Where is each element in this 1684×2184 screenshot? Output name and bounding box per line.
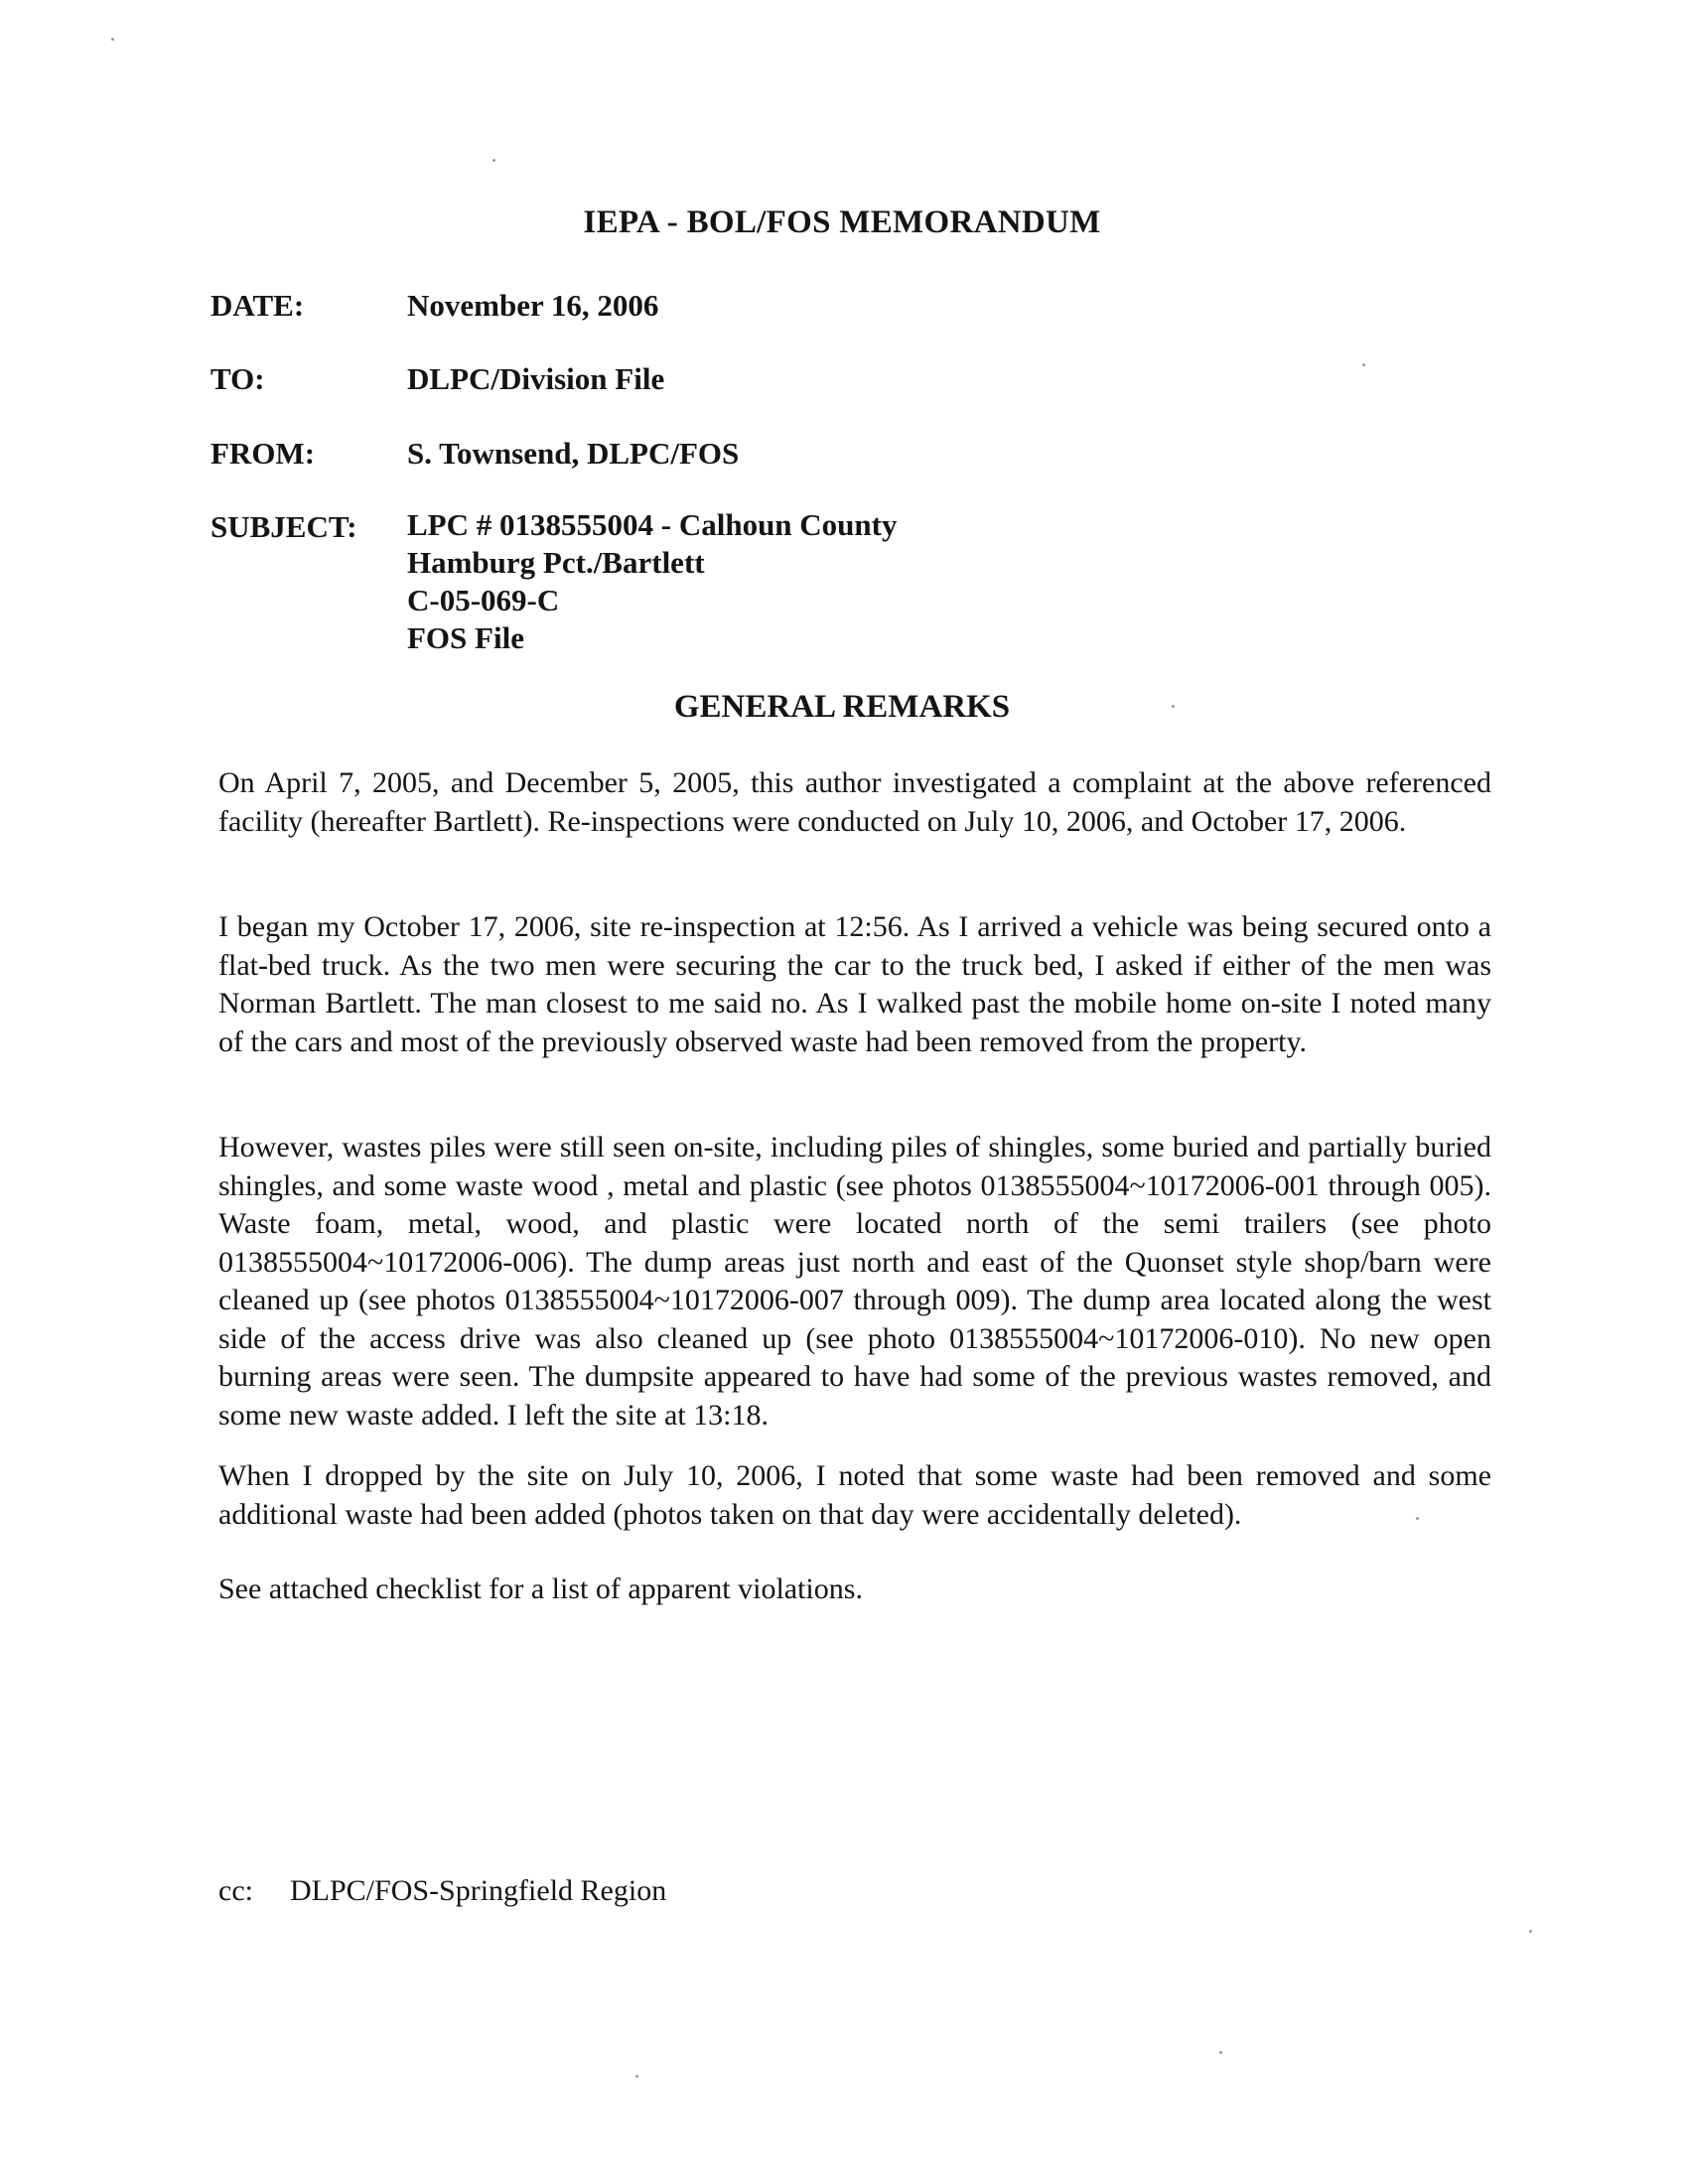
scan-speck bbox=[1219, 2051, 1222, 2054]
remarks-heading: GENERAL REMARKS bbox=[673, 689, 1011, 725]
subject-line: FOS File bbox=[407, 620, 524, 655]
remarks-paragraph: See attached checklist for a list of apparent violations. bbox=[218, 1572, 863, 1605]
remarks-paragraph: However, wastes piles were still seen on-site, including piles of shingles, some buried and partially buried shingles, and some waste wood , metal and plastic (see photos 0138555004~10172006-001 through 005). Waste foam, metal, wood, and plastic were located north of the semi trailers (see photo 0138555004~10172006-006). The dump areas just north and east of the Quonset style shop/barn were cleaned up (see photos 0138555004~10172006-007 through 009). The dump area located along the west side of the access drive was also cleaned up (see photo 0138555004~10172006-010). No new open burning areas were seen. The dumpsite appeared to have had some of the previous wastes removed, and some new waste added. I left the site at 13:18. bbox=[218, 1131, 1491, 1432]
from-value: S. Townsend, DLPC/FOS bbox=[407, 436, 740, 471]
date-value: November 16, 2006 bbox=[407, 288, 659, 323]
to-value: DLPC/Division File bbox=[407, 361, 665, 396]
subject-line: C-05-069-C bbox=[407, 583, 560, 617]
scan-speck bbox=[111, 38, 114, 41]
from-label: FROM: bbox=[210, 436, 316, 471]
remarks-paragraph: When I dropped by the site on July 10, 2006, I noted that some waste had been removed and some additional waste had been added (photos taken on that day were accidentally deleted). bbox=[218, 1459, 1491, 1531]
subject-block bbox=[407, 506, 898, 657]
scan-speck bbox=[1529, 1930, 1532, 1933]
cc-label: cc: bbox=[218, 1874, 253, 1907]
memo-title: IEPA - BOL/FOS MEMORANDUM bbox=[583, 205, 1101, 240]
remarks-paragraph: On April 7, 2005, and December 5, 2005, this author investigated a complaint at the above referenced facility (hereafter Bartlett). Re-inspections were conducted on July 10, 2006, and October 17, 2006. bbox=[218, 766, 1491, 838]
subject-line: Hamburg Pct./Bartlett bbox=[407, 545, 705, 580]
cc-value: DLPC/FOS-Springfield Region bbox=[290, 1874, 667, 1907]
scan-speck bbox=[1362, 363, 1365, 366]
remarks-paragraph: I began my October 17, 2006, site re-inspection at 12:56. As I arrived a vehicle was being secured onto a flat-bed truck. As the two men were securing the car to the truck bed, I asked if either of the men was Norman Bartlett. The man closest to me said no. As I walked past the mobile home on-site I noted many of the cars and most of the previously observed waste had been removed from the property. bbox=[218, 910, 1491, 1058]
scan-speck bbox=[492, 159, 495, 162]
subject-line: LPC # 0138555004 - Calhoun County bbox=[407, 507, 898, 542]
subject-label: SUBJECT: bbox=[210, 509, 357, 544]
scan-speck bbox=[635, 2075, 638, 2078]
date-label: DATE: bbox=[210, 288, 305, 323]
cc-line bbox=[218, 1874, 666, 1908]
to-label: TO: bbox=[210, 361, 265, 396]
